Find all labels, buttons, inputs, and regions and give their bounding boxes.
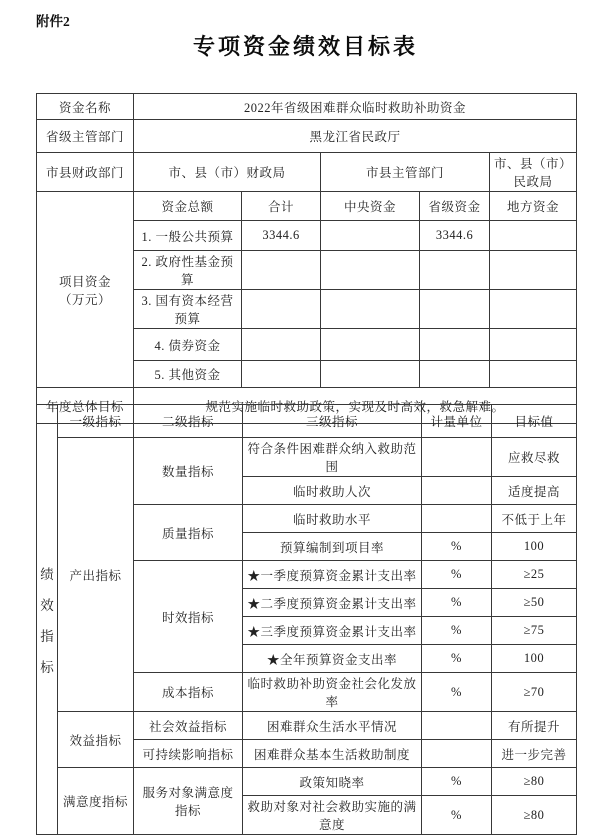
fund-provincial-cell [420, 251, 490, 290]
provincial-dept-row [37, 120, 577, 153]
indicator-target-cell: ≥80 [492, 796, 577, 835]
indicator-target-cell: 不低于上年 [492, 505, 577, 533]
city-dept-value: 市、县（市）民政局 [490, 153, 577, 192]
funds-header-provincial: 省级资金 [420, 192, 490, 221]
indicator-l3-cell: ★一季度预算资金累计支出率 [243, 561, 422, 589]
project-funds-label [37, 192, 134, 388]
fund-total-cell [242, 290, 321, 329]
side-char: 绩 [40, 567, 54, 582]
city-finance-value: 市、县（市）财政局 [134, 153, 321, 192]
funds-header-sum: 合计 [242, 192, 321, 221]
fund-label-cell: 5. 其他资金 [134, 361, 242, 388]
fund-provincial-cell [420, 361, 490, 388]
level2-quality-cell: 质量指标 [134, 505, 243, 561]
fund-provincial-cell [420, 329, 490, 361]
fund-local-cell [490, 251, 577, 290]
provincial-dept-label: 省级主管部门 [37, 120, 134, 153]
indicator-unit-cell: % [422, 796, 492, 835]
city-dept-label: 市县主管部门 [321, 153, 490, 192]
indicator-unit-cell [422, 712, 492, 740]
indicator-unit-cell: % [422, 768, 492, 796]
indicator-target-cell: 适度提高 [492, 477, 577, 505]
project-funds-label-line1: 项目资金 [58, 274, 111, 289]
fund-info-table [36, 93, 577, 424]
header-level2: 二级指标 [134, 405, 243, 438]
indicator-l3-cell: 临时救助补助资金社会化发放率 [243, 673, 422, 712]
indicator-target-cell: 100 [492, 645, 577, 673]
indicator-row [37, 438, 577, 477]
indicator-target-cell: 100 [492, 533, 577, 561]
level1-output-cell: 产出指标 [58, 438, 134, 712]
level2-social-benefit-cell: 社会效益指标 [134, 712, 243, 740]
attachment-label: 附件2 [36, 14, 70, 29]
indicator-l3-cell: 临时救助水平 [243, 505, 422, 533]
funds-header-central: 中央资金 [321, 192, 420, 221]
fund-central-cell [321, 251, 420, 290]
fund-provincial-cell: 3344.6 [420, 221, 490, 251]
level2-timeliness-cell: 时效指标 [134, 561, 243, 673]
indicator-unit-cell [422, 477, 492, 505]
side-char: 标 [40, 660, 54, 675]
funds-header-local: 地方资金 [490, 192, 577, 221]
level1-benefit-cell: 效益指标 [58, 712, 134, 768]
funds-header-total-amount: 资金总额 [134, 192, 242, 221]
indicator-target-cell: ≥80 [492, 768, 577, 796]
fund-total-cell [242, 361, 321, 388]
indicator-l3-cell: 预算编制到项目率 [243, 533, 422, 561]
indicator-unit-cell [422, 740, 492, 768]
indicator-unit-cell [422, 505, 492, 533]
indicator-header-row [37, 405, 577, 438]
fund-name-label: 资金名称 [37, 94, 134, 120]
fund-central-cell [321, 329, 420, 361]
indicator-l3-cell: 临时救助人次 [243, 477, 422, 505]
fund-label-cell: 2. 政府性基金预算 [134, 251, 242, 290]
indicator-target-cell: ≥75 [492, 617, 577, 645]
performance-indicator-side-label [37, 405, 58, 835]
indicator-l3-cell: 困难群众基本生活救助制度 [243, 740, 422, 768]
city-finance-label: 市县财政部门 [37, 153, 134, 192]
fund-label-cell: 1. 一般公共预算 [134, 221, 242, 251]
fund-local-cell [490, 329, 577, 361]
city-dept-row [37, 153, 577, 192]
fund-central-cell [321, 361, 420, 388]
indicator-unit-cell: % [422, 617, 492, 645]
indicator-unit-cell: % [422, 533, 492, 561]
indicator-target-cell: ≥25 [492, 561, 577, 589]
fund-total-cell [242, 251, 321, 290]
header-level1: 一级指标 [58, 405, 134, 438]
fund-name-value: 2022年省级困难群众临时救助补助资金 [134, 94, 577, 120]
fund-total-cell [242, 329, 321, 361]
level2-sustainability-cell: 可持续影响指标 [134, 740, 243, 768]
fund-local-cell [490, 221, 577, 251]
fund-label-cell: 3. 国有资本经营预算 [134, 290, 242, 329]
fund-local-cell [490, 361, 577, 388]
funds-header-row [37, 192, 577, 221]
project-funds-label-line2: （万元） [58, 292, 111, 307]
fund-central-cell [321, 221, 420, 251]
fund-local-cell [490, 290, 577, 329]
indicator-l3-cell: 困难群众生活水平情况 [243, 712, 422, 740]
page-title: 专项资金绩效目标表 [192, 34, 418, 59]
indicator-l3-cell: ★二季度预算资金累计支出率 [243, 589, 422, 617]
level2-quantity-cell: 数量指标 [134, 438, 243, 505]
indicator-table [36, 404, 577, 835]
fund-provincial-cell [420, 290, 490, 329]
indicator-unit-cell: % [422, 589, 492, 617]
indicator-unit-cell: % [422, 561, 492, 589]
annual-goal-value: 规范实施临时救助政策，实现及时高效，救急解难。 [134, 388, 577, 424]
indicator-l3-cell: ★全年预算资金支出率 [243, 645, 422, 673]
fund-total-cell: 3344.6 [242, 221, 321, 251]
indicator-target-cell: 进一步完善 [492, 740, 577, 768]
indicator-target-cell: 应救尽救 [492, 438, 577, 477]
indicator-l3-cell: 政策知晓率 [243, 768, 422, 796]
indicator-unit-cell [422, 438, 492, 477]
indicator-l3-cell: 符合条件困难群众纳入救助范围 [243, 438, 422, 477]
level2-service-satisfaction-cell: 服务对象满意度指标 [134, 768, 243, 835]
level1-satisfaction-cell: 满意度指标 [58, 768, 134, 835]
fund-label-cell: 4. 债券资金 [134, 329, 242, 361]
indicator-target-cell: ≥50 [492, 589, 577, 617]
indicator-unit-cell: % [422, 673, 492, 712]
header-unit: 计量单位 [422, 405, 492, 438]
provincial-dept-value: 黑龙江省民政厅 [134, 120, 577, 153]
indicator-target-cell: 有所提升 [492, 712, 577, 740]
annual-goal-label: 年度总体目标 [37, 388, 134, 424]
fund-name-row [37, 94, 577, 120]
header-target: 目标值 [492, 405, 577, 438]
indicator-row [37, 712, 577, 740]
indicator-unit-cell: % [422, 645, 492, 673]
indicator-l3-cell: ★三季度预算资金累计支出率 [243, 617, 422, 645]
side-char: 指 [40, 629, 54, 644]
side-char: 效 [40, 598, 54, 613]
fund-central-cell [321, 290, 420, 329]
header-level3: 三级指标 [243, 405, 422, 438]
indicator-l3-cell: 救助对象对社会救助实施的满意度 [243, 796, 422, 835]
indicator-target-cell: ≥70 [492, 673, 577, 712]
level2-cost-cell: 成本指标 [134, 673, 243, 712]
indicator-row [37, 768, 577, 796]
